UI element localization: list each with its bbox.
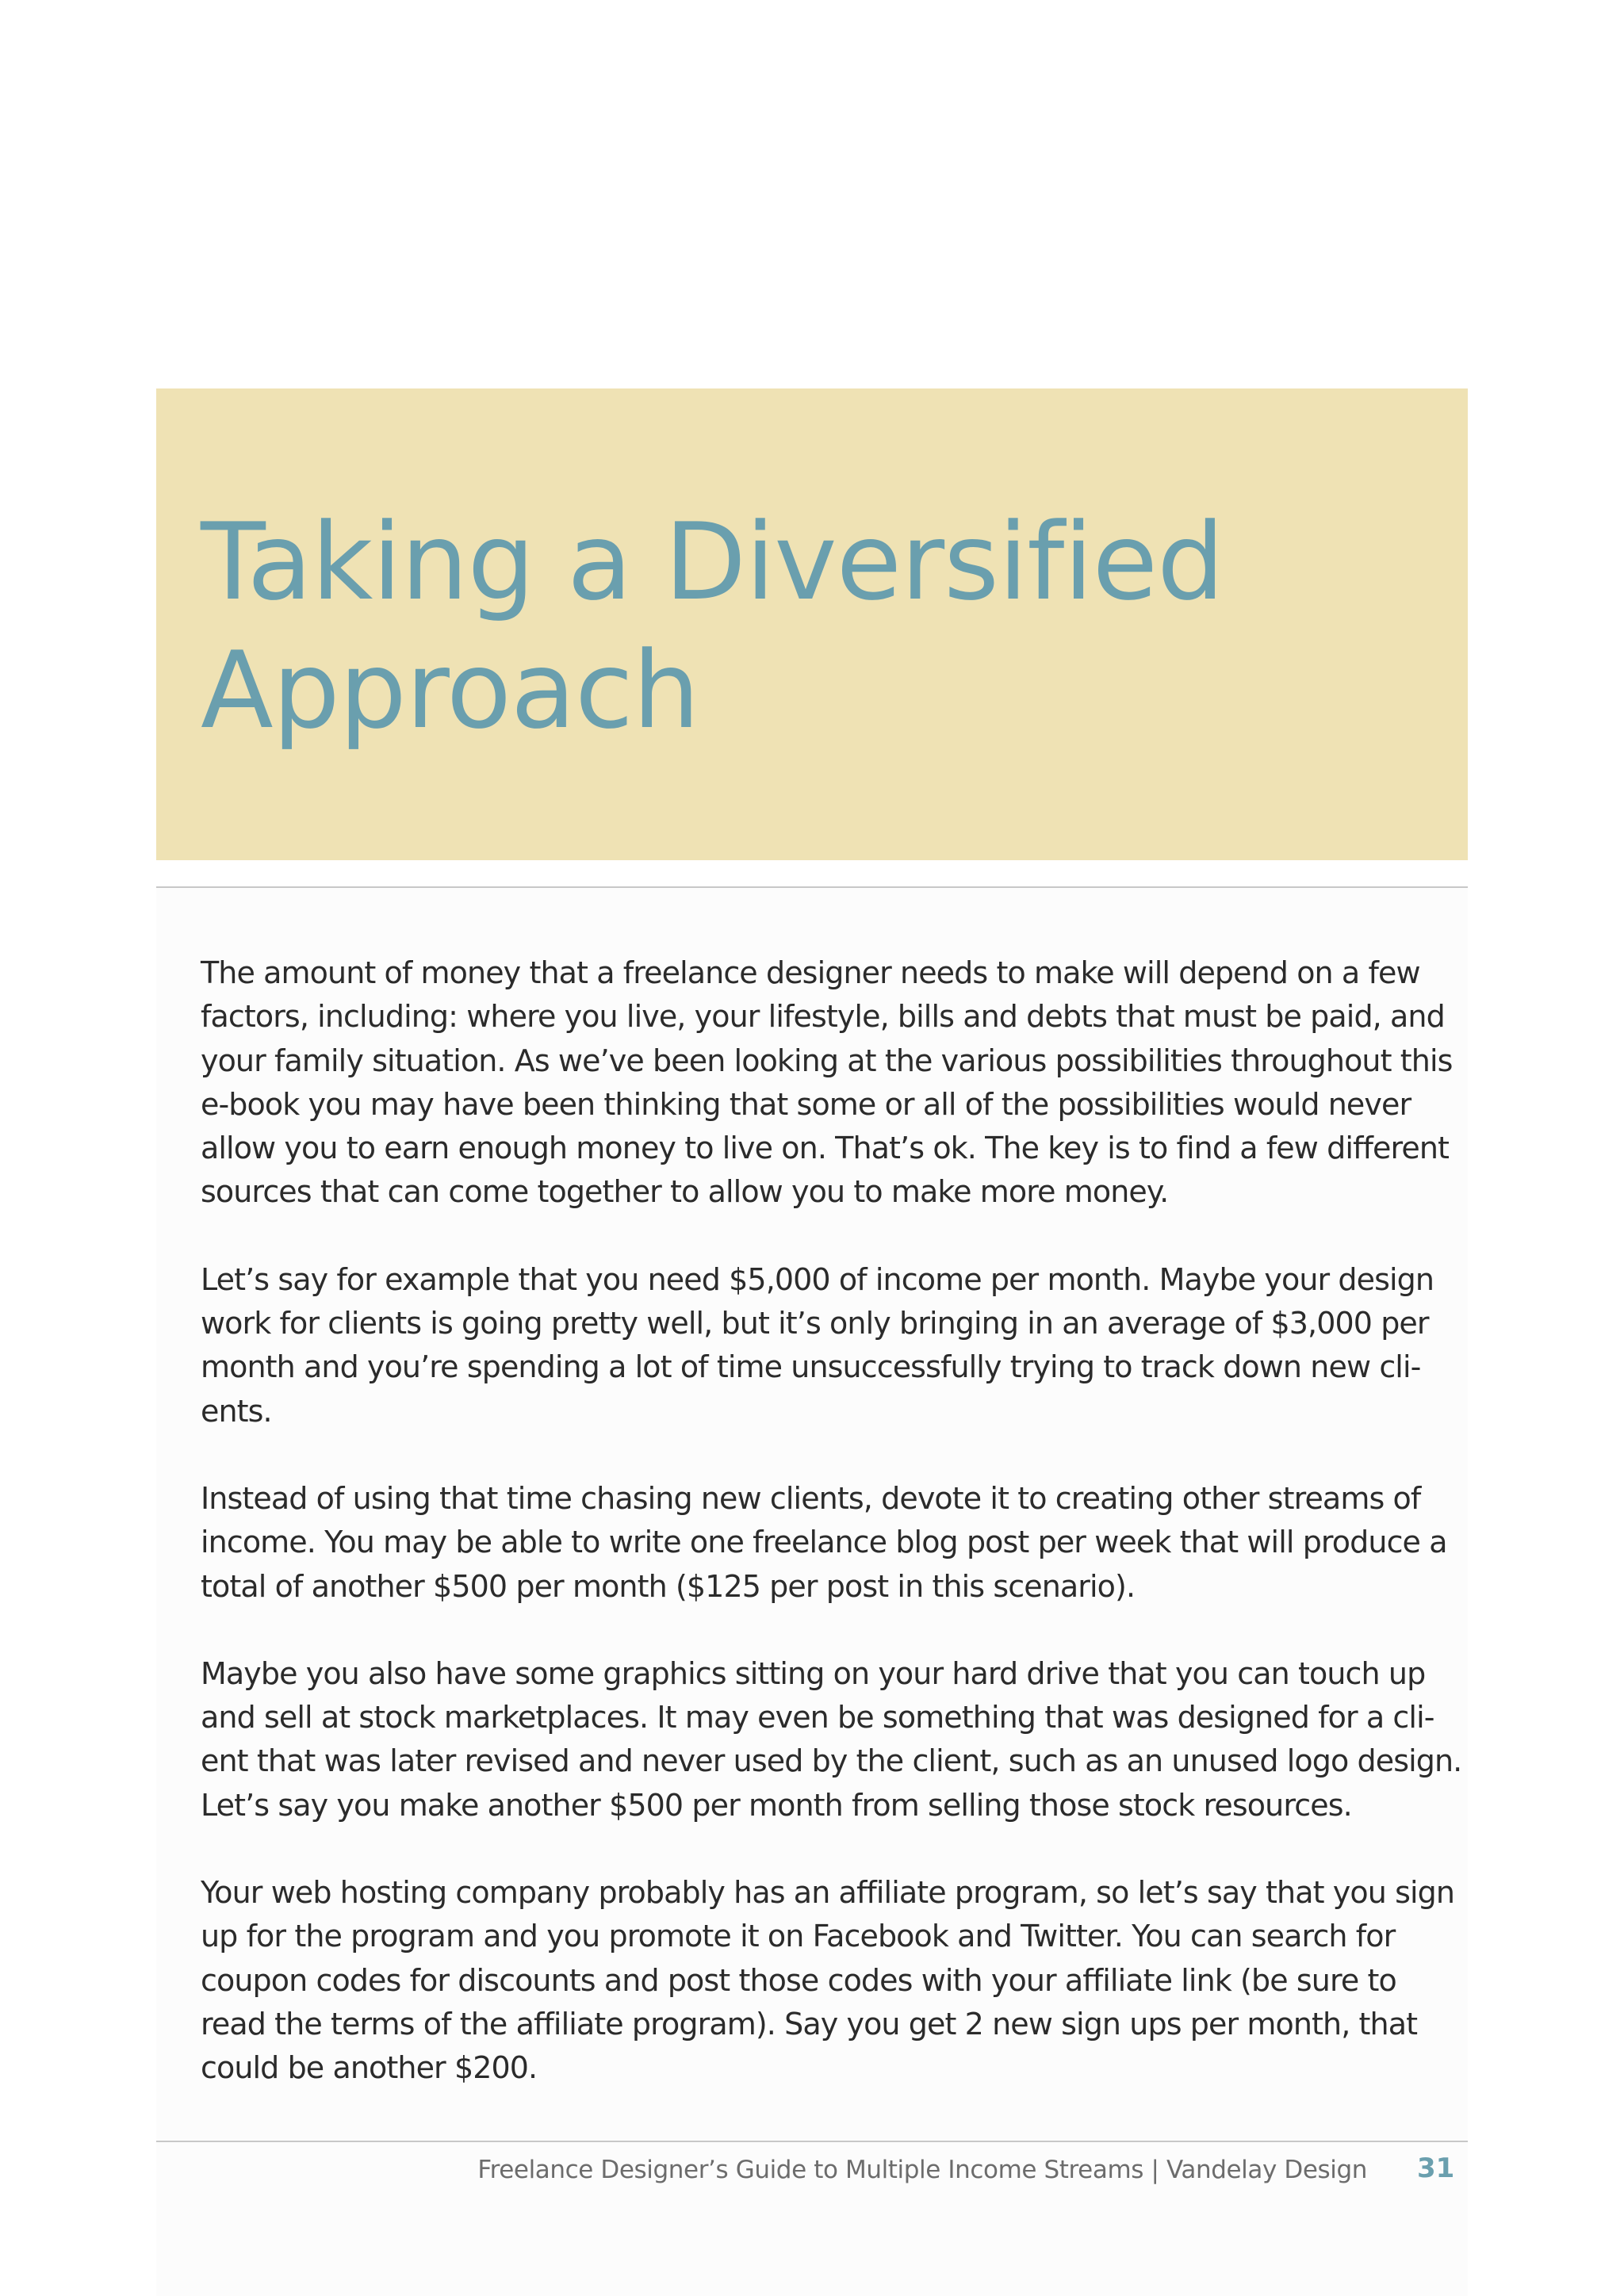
paragraph-1: [201, 951, 1453, 1215]
text-line: income. You may be able to write one freelance blog post per week that will produce a: [201, 1525, 1447, 1560]
top-divider: [156, 886, 1468, 888]
text-line: sources that can come together to allow you to make more money.: [201, 1174, 1169, 1210]
text-line: and sell at stock marketplaces. It may even be something that was designed for a cli-: [201, 1700, 1434, 1735]
text-line: factors, including: where you live, your lifestyle, bills and debts that must be paid, and: [201, 999, 1445, 1035]
text-line: Instead of using that time chasing new clients, devote it to creating other streams of: [201, 1480, 1421, 1516]
text-line: e-book you may have been thinking that some or all of the possibilities would never: [201, 1086, 1411, 1122]
chapter-title-line-1: Taking a Diversified: [201, 500, 1224, 624]
chapter-title: [201, 498, 1224, 755]
paragraph-3: [201, 1477, 1447, 1609]
text-line: ent that was later revised and never used by the client, such as an unused logo design.: [201, 1743, 1462, 1779]
paragraph-4: [201, 1652, 1462, 1827]
text-line: work for clients is going pretty well, but it’s only bringing in an average of $3,000 per: [201, 1306, 1429, 1341]
text-line: read the terms of the affiliate program). Say you get 2 new sign ups per month, that: [201, 2006, 1418, 2042]
text-line: up for the program and you promote it on Facebook and Twitter. You can search for: [201, 1919, 1396, 1954]
text-line: total of another $500 per month ($125 per post in this scenario).: [201, 1568, 1136, 1604]
paragraph-2: [201, 1258, 1434, 1433]
body-text: [201, 951, 1462, 2134]
chapter-title-line-2: Approach: [201, 629, 699, 752]
title-banner: [156, 388, 1468, 860]
text-line: Your web hosting company probably has an affiliate program, so let’s say that you sign: [201, 1875, 1455, 1911]
text-line: month and you’re spending a lot of time unsuccessfully trying to track down new cli-: [201, 1349, 1421, 1385]
text-line: could be another $200.: [201, 2050, 538, 2086]
text-line: your family situation. As we’ve been looking at the various possibilities throughout this: [201, 1043, 1453, 1078]
footer-divider: [156, 2141, 1468, 2142]
text-line: Maybe you also have some graphics sitting on your hard drive that you can touch up: [201, 1655, 1426, 1691]
text-line: allow you to earn enough money to live on. That’s ok. The key is to find a few different: [201, 1131, 1450, 1166]
page-number: 31: [1417, 2152, 1455, 2184]
text-line: ents.: [201, 1393, 272, 1429]
text-line: coupon codes for discounts and post those codes with your affiliate link (be sure to: [201, 1962, 1396, 1998]
paragraph-5: [201, 1871, 1455, 2090]
text-line: Let’s say for example that you need $5,000 of income per month. Maybe your design: [201, 1261, 1434, 1297]
text-line: The amount of money that a freelance designer needs to make will depend on a few: [201, 955, 1420, 990]
text-line: Let’s say you make another $500 per month from selling those stock resources.: [201, 1787, 1352, 1823]
running-footer: Freelance Designer’s Guide to Multiple Income Streams | Vandelay Design: [477, 2156, 1367, 2184]
